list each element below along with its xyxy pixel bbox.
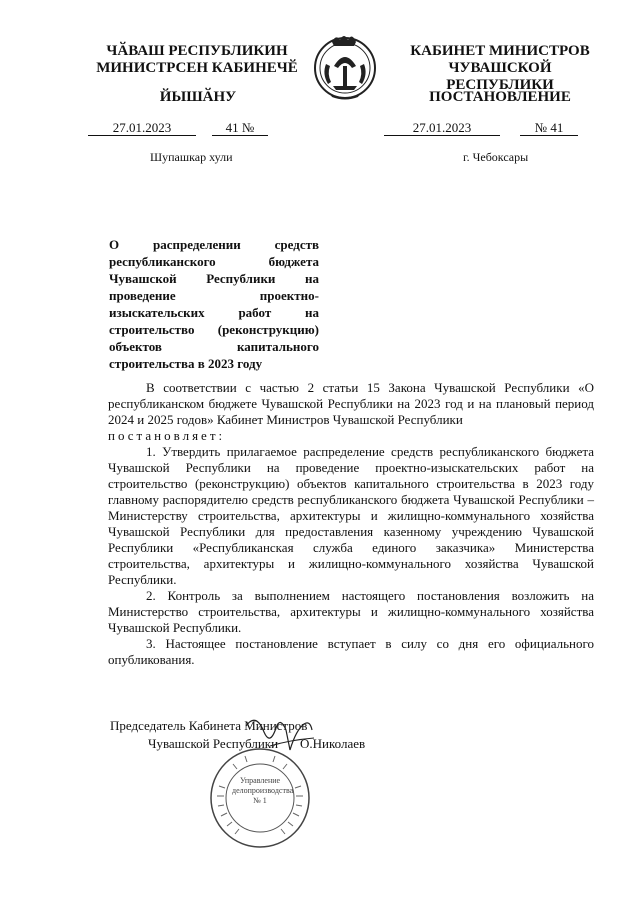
right-number: № 41: [520, 120, 578, 136]
stamp-line1: Управление: [239, 776, 281, 785]
doc-type-right: ПОСТАНОВЛЕНИЕ: [429, 89, 571, 105]
header-right-line1: КАБИНЕТ МИНИСТРОВ: [410, 43, 590, 59]
paragraph-1: 1. Утвердить прилагаемое распределение средств республиканского бюджета Чувашской Республики на проведение проектно-изыскательских работ на строительство (реконструкцию) объектов капитального строительства в 2023 году главному распорядителю средств республиканского бюджета Чувашской Республики – Министерству строительства, архитектуры и жилищно-коммунального хозяйства Чувашской Республики для предоставления казенному учреждению Чувашской Республики «Республиканская служба единого заказчика» Министерства строительства, архитектуры и жилищно-коммунального хозяйства Чувашской Республики.: [108, 444, 594, 587]
stamp-line2: делопроизводства: [232, 786, 294, 795]
chuvashia-emblem-icon: [312, 28, 378, 104]
decree-word-line: [108, 428, 594, 444]
document-body: [108, 380, 594, 668]
right-date: 27.01.2023: [384, 120, 500, 136]
paragraph-3: 3. Настоящее постановление вступает в силу со дня его официального опубликования.: [108, 636, 594, 667]
right-city: г. Чебоксары: [463, 150, 529, 164]
header-left: [86, 43, 308, 77]
paragraph-2: 2. Контроль за выполнением настоящего постановления возложить на Министерство строительства, архитектуры и жилищно-коммунального хозяйства Чувашской Республики.: [108, 588, 594, 635]
decree-word: постановляет:: [108, 428, 226, 443]
signature-line1: Председатель Кабинета Министров: [110, 718, 308, 733]
intro-paragraph: В соответствии с частью 2 статьи 15 Закона Чувашской Республики «О республиканском бюджете Чувашской Республики на 2023 год и на плановый период 2024 и 2025 годов» Кабинет Министров Чувашской Республики: [108, 380, 594, 427]
left-number: 41 №: [212, 120, 268, 136]
stamp-line3: № 1: [253, 796, 267, 805]
doc-type-left: ЙЫШӐНУ: [159, 89, 237, 105]
left-date: 27.01.2023: [88, 120, 196, 136]
signature-line2: Чувашской Республики: [148, 736, 279, 751]
stamp-center: [232, 776, 294, 806]
header-left-line1: ЧӐВАШ РЕСПУБЛИКИН: [106, 43, 288, 59]
header-right-line2: ЧУВАШСКОЙ РЕСПУБЛИКИ: [446, 60, 554, 93]
header-right: [394, 43, 606, 94]
left-city: Шупашкар хули: [150, 150, 233, 164]
signer-name: О.Николаев: [300, 736, 366, 751]
document-title: О распределении средств республиканского бюджета Чувашской Республики на проведение проектно-изыскательских работ на строительство (реконструкцию) объектов капитального строительства в 2023 году: [109, 237, 319, 371]
header-left-line2: МИНИСТРСЕН КАБИНЕЧӖ: [96, 60, 298, 76]
